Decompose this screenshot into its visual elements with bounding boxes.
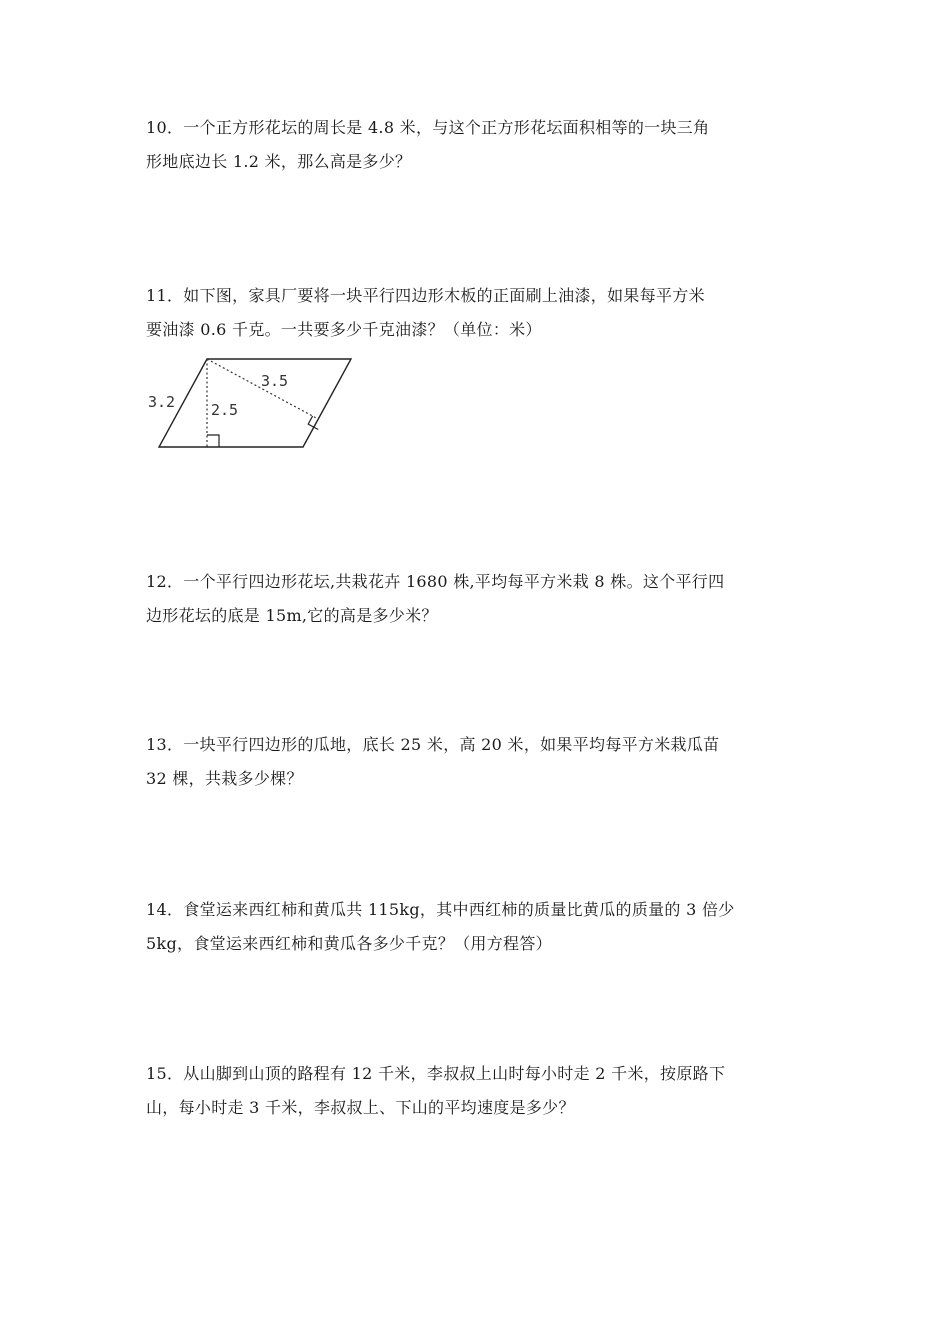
problem-11-number: 11． [146, 286, 184, 305]
base-right-angle-marker [207, 435, 219, 447]
problem-13-line-1: 13．一块平行四边形的瓜地，底长 25 米，高 20 米，如果平均每平方米栽瓜苗 [146, 735, 720, 754]
problem-12 [146, 565, 811, 633]
problem-14 [146, 893, 811, 961]
problem-10 [146, 111, 811, 179]
problem-13-line-2: 32 棵，共栽多少棵？ [146, 769, 303, 788]
problem-11-line-1: 11．如下图，家具厂要将一块平行四边形木板的正面刷上油漆，如果每平方米 [146, 286, 705, 305]
problem-14-line-1: 14．食堂运来西红柿和黄瓜共 115kg，其中西红柿的质量比黄瓜的质量的 3 倍少 [146, 900, 735, 919]
problem-15-line-2: 山，每小时走 3 千米，李叔叔上、下山的平均速度是多少？ [146, 1098, 575, 1117]
problem-10-line-1: 10．一个正方形花坛的周长是 4.8 米，与这个正方形花坛面积相等的一块三角 [146, 118, 710, 137]
problem-15 [146, 1057, 811, 1125]
problem-15-number: 15． [146, 1064, 184, 1083]
problem-13 [146, 728, 811, 796]
side-label: 3.2 [148, 393, 176, 411]
problem-12-line-1: 12．一个平行四边形花坛,共栽花卉 1680 株,平均每平方米栽 8 株。这个平行四 [146, 572, 725, 591]
problem-12-line-2: 边形花坛的底是 15m,它的高是多少米？ [146, 606, 438, 625]
parallelogram-figure [140, 352, 360, 456]
problem-10-number: 10． [146, 118, 184, 137]
problem-13-number: 13． [146, 735, 184, 754]
problem-14-line-2: 5kg，食堂运来西红柿和黄瓜各多少千克？（用方程答） [146, 934, 552, 953]
height-label: 2.5 [211, 401, 239, 419]
problem-12-number: 12． [146, 572, 184, 591]
problem-11 [146, 279, 811, 347]
problem-14-number: 14． [146, 900, 184, 919]
parallelogram-outline [159, 359, 351, 447]
problem-11-line-2: 要油漆 0.6 千克。一共要多少千克油漆？（单位：米） [146, 320, 542, 339]
problem-10-line-2: 形地底边长 1.2 米，那么高是多少？ [146, 152, 412, 171]
problem-15-line-1: 15．从山脚到山顶的路程有 12 千米，李叔叔上山时每小时走 2 千米，按原路下 [146, 1064, 726, 1083]
diagonal-height-label: 3.5 [261, 372, 289, 390]
